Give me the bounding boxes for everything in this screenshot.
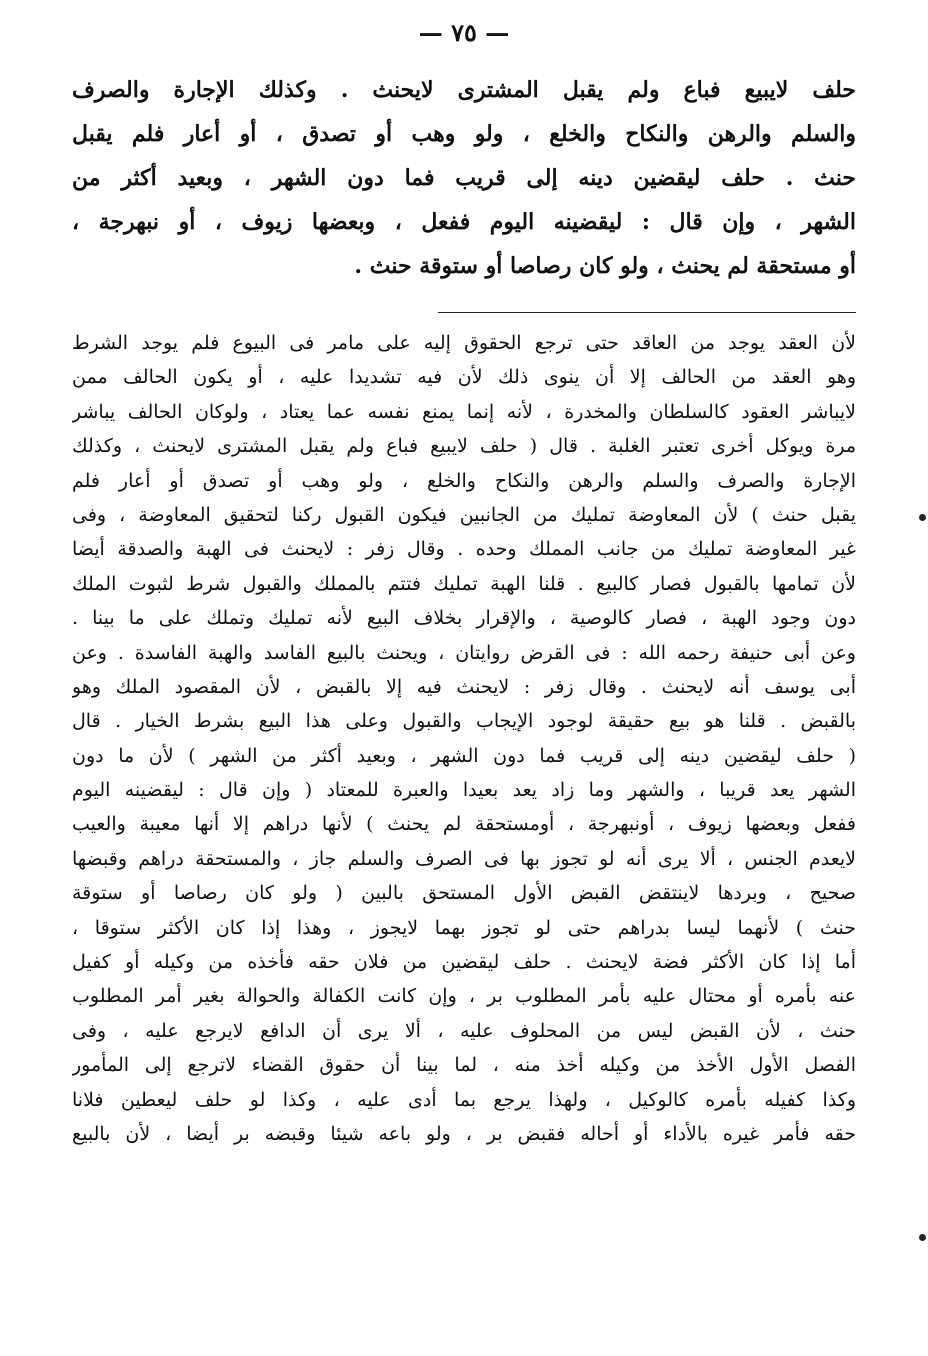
- commentary-block: [72, 326, 856, 1151]
- main-text-line: الشهر ، وإن قال : ليقضينه اليوم ففعل ، وبعضها زيوف ، أو نبهرجة ،: [72, 209, 856, 235]
- commentary-line: لأن العقد يوجد من العاقد حتى ترجع الحقوق إليه على مامر فى البيوع فلم يوجد الشرط: [72, 332, 856, 354]
- main-text-line: حنث . حلف ليقضين دينه إلى قريب فما دون الشهر ، وبعيد أكثر من: [72, 165, 856, 191]
- commentary-line: وعن أبى حنيفة رحمه الله : فى القرض روايتان ، ويحنث بالبيع الفاسد والهبة الفاسدة . وعن: [72, 641, 856, 664]
- commentary-line: بالقبض . قلنا هو بيع حقيقة لوجود الإيجاب والقبول وعلى هذا البيع بشرط الخيار . قال: [72, 710, 856, 733]
- commentary-line: لايعدم الجنس ، ألا يرى أنه لو تجوز بها فى الصرف والسلم جاز ، والمستحقة دراهم وقبضها: [72, 847, 856, 870]
- main-text-line: والسلم والرهن والنكاح والخلع ، ولو وهب أو تصدق ، أو أعار فلم يقبل: [72, 121, 856, 147]
- main-text-line: حلف لايبيع فباع ولم يقبل المشترى لايحنث . وكذلك الإجارة والصرف: [72, 77, 856, 103]
- commentary-line: حقه فأمر غيره بالأداء أو أحاله فقبض بر ، ولو باعه شيئا وقبضه بر أيضا ، لأن بالبيع: [72, 1122, 856, 1145]
- commentary-line: وكذا كفيله بأمره كالوكيل ، ولهذا يرجع بما أدى عليه ، وكذا لو حلف ليعطين فلانا: [72, 1088, 856, 1111]
- commentary-line: الإجارة والصرف والسلم والرهن والنكاح والخلع ، ولو وهب أو تصدق أو أعار فلم: [72, 469, 856, 492]
- commentary-line: وهو العقد من الحالف إلا أن ينوى ذلك لأن فيه تشديدا عليه ، أو يكون الحالف ممن: [72, 366, 856, 389]
- commentary-line: أبى يوسف أنه لايحنث . وقال زفر : لايحنث فيه إلا بالقبض ، لأن المقصود الملك وهو: [72, 675, 856, 698]
- commentary-line: صحيح ، وبردها لاينتقض القبض الأول المستحق بالبين ( ولو كان رصاصا أو ستوقة: [72, 882, 856, 905]
- commentary-line: يقبل حنث ) لأن المعاوضة تمليك من الجانبين فيكون القبول ركنا لتحقيق المعاوضة ، وفى: [72, 503, 856, 526]
- commentary-line: مرة ويوكل أخرى تعتبر الغلبة . قال ( حلف لايبيع فباع ولم يقبل المشترى لايحنث ، وكذلك: [72, 435, 856, 458]
- commentary-line: عنه بأمره أو محتال عليه بأمر المطلوب بر ، وإن كانت الكفالة والحوالة بغير أمر المطلوب: [72, 985, 856, 1008]
- commentary-line: غير المعاوضة تمليك من جانب المملك وحده . وقال زفر : لايحنث فى الهبة والصدقة أيضا: [72, 538, 856, 561]
- commentary-line: أما إذا كان الأكثر فضة لايحنث . حلف ليقضين من فلان حقه فأخذه من وكيله أو كفيل: [72, 951, 856, 974]
- margin-mark: [919, 514, 926, 521]
- commentary-line: الفصل الأول الأخذ من وكيله أخذ منه ، لما بينا أن حقوق القضاء لاترجع إلى المأمور: [72, 1054, 856, 1077]
- section-divider: [438, 312, 856, 313]
- commentary-line: حنث ، لأن القبض ليس من المحلوف عليه ، ألا يرى أن الدافع لايرجع عليه ، وفى: [72, 1019, 856, 1042]
- margin-mark: [919, 1234, 926, 1241]
- main-text-block: [72, 68, 856, 288]
- commentary-line: ( حلف ليقضين دينه إلى قريب فما دون الشهر ، وبعيد أكثر من الشهر ) لأن ما دون: [72, 744, 856, 767]
- commentary-line: حنث ) لأنهما ليسا بدراهم حتى لو تجوز بهما لايجوز ، وهذا إذا كان الأكثر ستوقا ،: [72, 916, 856, 939]
- commentary-line: لايباشر العقود كالسلطان والمخدرة ، لأنه إنما يمنع نفسه عما يعتاد ، ولوكان الحالف يباشر: [72, 400, 856, 423]
- commentary-line: دون وجود الهبة ، فصار كالوصية ، والإقرار بخلاف البيع لأنه تمليك وتملك على ما بينا .: [72, 607, 856, 630]
- page-number: — ٧٥ —: [418, 18, 510, 47]
- main-text-line: أو مستحقة لم يحنث ، ولو كان رصاصا أو ستوقة حنث .: [354, 253, 856, 279]
- commentary-line: ففعل وبعضها زيوف ، أونبهرجة ، أومستحقة لم يحنث ) لأنها دراهم إلا أنها معيبة والعيب: [72, 813, 856, 836]
- commentary-line: الشهر يعد قريبا ، والشهر وما زاد يعد بعيدا والعبرة للمعتاد ( وإن قال : ليقضينه اليوم: [72, 779, 856, 802]
- commentary-line: لأن تمامها بالقبول فصار كالبيع . قلنا الهبة تمليك فتتم بالمملك والقبول شرط لثبوت الملك: [72, 572, 856, 595]
